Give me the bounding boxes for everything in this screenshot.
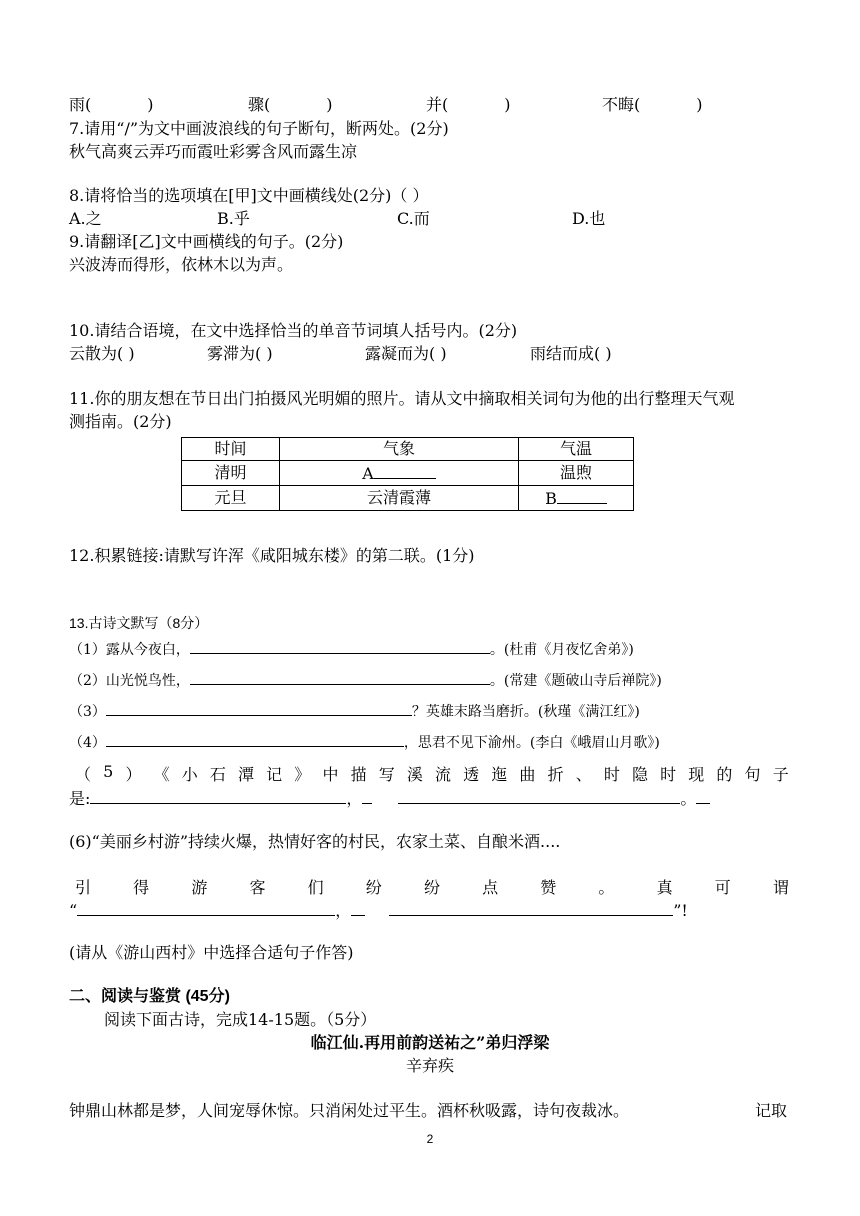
q7-text: 秋气高爽云弄巧而霞吐彩雾含风而露生凉 (69, 142, 358, 161)
q6-close-quote: ”! (673, 901, 688, 920)
q6-word: 真 (656, 878, 673, 897)
q8-option-d: D.也 (572, 209, 606, 228)
fill-word-4: 不晦( (602, 95, 641, 114)
q6-word: 可 (714, 878, 731, 897)
weather-table (181, 437, 634, 511)
q9-prompt: 9.请翻译[乙]文中画横线的句子。(2分) (69, 232, 344, 251)
q6-line3 (69, 898, 688, 922)
q13-l5-char: 迤 (491, 765, 508, 784)
q6-word: 们 (307, 878, 324, 897)
q13-l5b-pre: 是: (69, 789, 91, 808)
q13-l5-char: 流 (435, 765, 452, 784)
q6-line2 (75, 875, 789, 898)
header-temp: 气温 (519, 438, 634, 461)
fill-close-1: ) (147, 95, 154, 114)
q6-word: 谓 (772, 878, 789, 897)
q10-item-2: 雾滞为( ) (207, 344, 273, 363)
q13-line-1 (69, 636, 634, 661)
q13-l5-char: 小 (181, 765, 198, 784)
poem-author: 辛弃疾 (405, 1056, 454, 1075)
q6-open-quote: “ (69, 901, 78, 920)
q13-l5-char: 时 (660, 765, 677, 784)
q13-l5-char: 石 (209, 765, 226, 784)
q13-l2-pre: （2）山光悦鸟性， (69, 673, 190, 689)
q6-note: (请从《游山西村》中选择合适句子作答) (69, 943, 354, 962)
answer-blank-13-5b[interactable] (398, 786, 680, 804)
q13-l5-char: 潭 (238, 765, 255, 784)
fill-row (69, 94, 154, 116)
fill-close-4: ) (696, 95, 703, 114)
q13-l5-char: 折 (547, 765, 564, 784)
q13-l5-char: 《 (153, 765, 170, 784)
answer-blank-13-2[interactable] (190, 667, 490, 685)
q13-l5-char: 时 (603, 765, 620, 784)
answer-blank-b[interactable] (557, 486, 607, 504)
answer-blank-6b[interactable] (389, 898, 673, 916)
cell-temp-blank (519, 486, 634, 511)
blank-label-a: A (362, 464, 374, 483)
q13-line-3 (69, 698, 640, 723)
q10-item-3: 露凝而为( ) (365, 344, 447, 363)
q13-l5-char: 中 (322, 765, 339, 784)
q8-option-a: A.之 (69, 209, 102, 228)
q13-l5-char: 句 (744, 765, 761, 784)
q9-text: 兴波涛而得形，依林木以为声。 (69, 255, 294, 274)
q10-item-4: 雨结而成( ) (530, 344, 612, 363)
fill-close-2: ) (326, 95, 333, 114)
q6-word: 得 (133, 878, 150, 897)
q13-l5-char: 现 (688, 765, 705, 784)
q13-l1-pre: （1）露从今夜白， (69, 642, 190, 658)
q6-line1: (6)“美丽乡村游”持续火爆，热情好客的村民，农家土菜、自酿米酒.... (69, 832, 561, 851)
q13-l5-char: 》 (294, 765, 311, 784)
q13-title: 13.古诗文默写（8分） (69, 615, 209, 631)
q13-l1-post: 。(杜甫《月夜忆舍弟》) (489, 642, 634, 658)
cell-temp: 温煦 (519, 461, 634, 486)
q13-l5b-mid: ， (346, 789, 363, 808)
q13-l3-post: ？英雄末路当磨折。(秋瑾《满江红》) (411, 704, 640, 720)
table-row (182, 486, 634, 511)
header-time: 时间 (182, 438, 280, 461)
fill-item-4 (602, 94, 703, 116)
answer-blank-13-5a[interactable] (90, 786, 346, 804)
q8-option-c: C.而 (397, 209, 430, 228)
q8-prompt: 8.请将恰当的选项填在[甲]文中画横线处(2分)（ ） (69, 186, 429, 205)
q13-l5-char: 透 (463, 765, 480, 784)
answer-blank-13-4[interactable] (106, 729, 404, 747)
answer-blank-6a[interactable] (77, 898, 335, 916)
fill-close-3: ) (504, 95, 511, 114)
fill-item-2 (248, 94, 333, 116)
table-row (182, 461, 634, 486)
section2-title: 二、阅读与鉴赏 (45分) (69, 988, 230, 1005)
q7-prompt: 7.请用“/”为文中画波浪线的句子断句，断两处。(2分) (69, 119, 449, 138)
q8-option-b: B.乎 (217, 209, 250, 228)
q13-l3-pre: （3） (69, 704, 106, 720)
q13-l5-char: ） (125, 765, 142, 784)
cell-date: 元旦 (182, 486, 280, 511)
q13-l5-char: 子 (772, 765, 789, 784)
fill-word-3: 并( (426, 95, 449, 114)
header-weather: 气象 (280, 438, 519, 461)
fill-item-3 (426, 94, 511, 116)
q13-l5-char: 的 (716, 765, 733, 784)
q6-word: 纷 (423, 878, 440, 897)
q13-line-4 (69, 729, 660, 754)
q13-l5-char: 隐 (631, 765, 648, 784)
q13-l2-post: 。(常建《题破山寺后禅院》) (489, 673, 662, 689)
poem-line1: 钟鼎山林都是梦，人间宠辱休惊。只消闲处过平生。酒杯秋吸露，诗句夜裁冰。 (69, 1101, 630, 1120)
q6-word: 赞 (540, 878, 557, 897)
cell-weather: 云清霞薄 (280, 486, 519, 511)
q10-item-1: 云散为( ) (69, 344, 135, 363)
fill-word-2: 骤( (248, 95, 271, 114)
q13-l5-char: 描 (350, 765, 367, 784)
section2-instruction: 阅读下面古诗，完成14-15题。（5分） (104, 1010, 377, 1029)
answer-blank-13-1[interactable] (190, 636, 490, 654)
q6-comma: ， (335, 901, 352, 920)
poem-title: 临江仙.再用前韵送祐之”弟归浮梁 (310, 1033, 550, 1052)
q13-line-5 (75, 762, 789, 785)
cell-date: 清明 (182, 461, 280, 486)
q10-prompt: 10.请结合语境，在文中选择恰当的单音节词填人括号内。(2分) (69, 321, 518, 340)
q6-word: 点 (482, 878, 499, 897)
q6-word: 游 (191, 878, 208, 897)
q11-line2: 测指南。(2分) (69, 412, 172, 431)
q6-word: 纷 (365, 878, 382, 897)
q13-l5-char: （ (75, 765, 92, 784)
q13-l5-char: 曲 (519, 765, 536, 784)
q13-l5-char: 、 (575, 765, 592, 784)
q13-l5-char: 溪 (406, 765, 423, 784)
q13-l5-char: 记 (266, 765, 283, 784)
q13-l4-pre: （4） (69, 735, 106, 751)
q13-l5b-end: 。 (680, 789, 697, 808)
q13-l5-char: 5 (103, 762, 114, 781)
q6-word: 引 (75, 878, 92, 897)
q12-prompt: 12.积累链接:请默写许浑《咸阳城东楼》的第二联。(1分) (69, 546, 475, 565)
cell-weather-blank (280, 461, 519, 486)
q13-line-5b (69, 786, 710, 810)
q13-l4-post: ，思君不见下渝州。(李白《峨眉山月歌》) (403, 735, 660, 751)
fill-word-1: 雨( (69, 95, 92, 114)
answer-blank-a[interactable] (374, 461, 436, 479)
q13-line-2 (69, 667, 662, 692)
page-number: 2 (426, 1132, 434, 1146)
blank-label-b: B (545, 489, 557, 508)
q13-l5-char: 写 (378, 765, 395, 784)
poem-line1-tail: 记取 (755, 1101, 788, 1120)
table-header-row (182, 438, 634, 461)
q6-word: 。 (598, 878, 615, 897)
q11-line1: 11.你的朋友想在节日出门拍摄风光明媚的照片。请从文中摘取相关词句为他的出行整理天气观 (69, 389, 735, 408)
answer-blank-13-3[interactable] (106, 698, 412, 716)
q6-word: 客 (249, 878, 266, 897)
